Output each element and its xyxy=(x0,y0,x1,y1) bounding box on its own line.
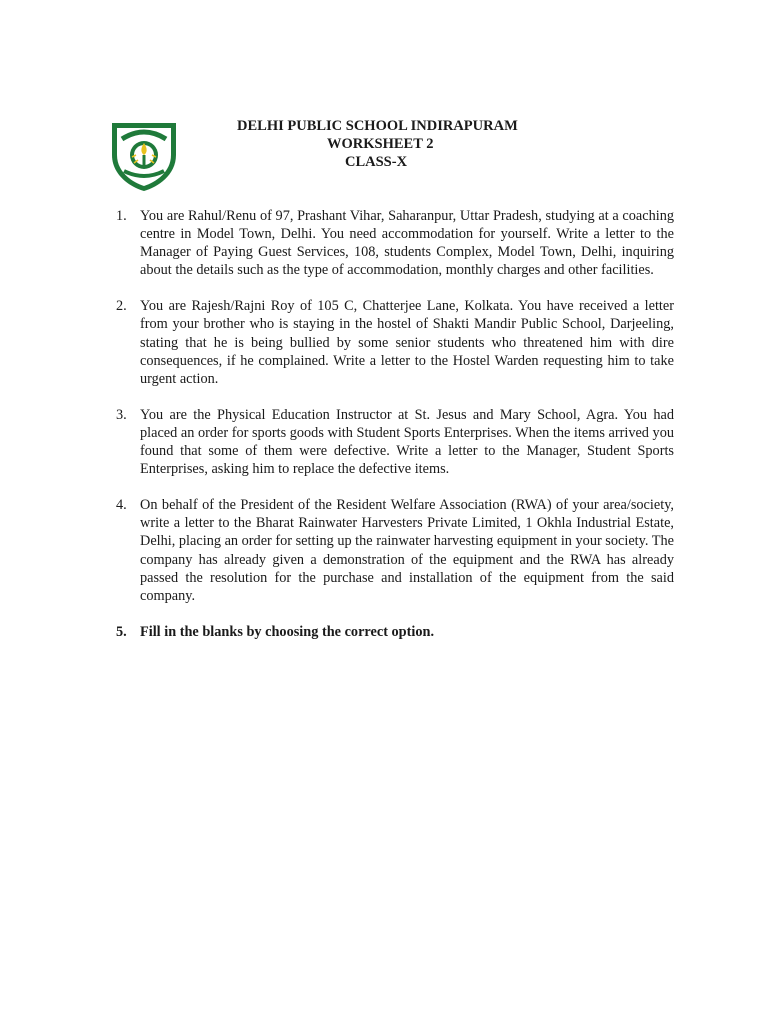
class-label: CLASS-X xyxy=(345,154,408,170)
question-text: You are Rahul/Renu of 97, Prashant Vihar, Saharanpur, Uttar Pradesh, studying at a coaching centre in Model Town, Delhi. You need accommodation for yourself. Write a letter to the Manager of Paying Guest Services, 108, students Complex, Model Town, Delhi, inquiring about the details such as the type of accommodation, monthly charges and other facilities. xyxy=(140,208,674,279)
question-number: 1. xyxy=(116,208,127,224)
school-name: DELHI PUBLIC SCHOOL INDIRAPURAM xyxy=(237,118,518,134)
question-item xyxy=(116,297,674,387)
question-number: 2. xyxy=(116,298,127,315)
question-number: 5. xyxy=(116,623,127,640)
question-item xyxy=(116,207,674,279)
question-number: 3. xyxy=(116,406,127,423)
question-text: You are the Physical Education Instructor at St. Jesus and Mary School, Agra. You had placed an order for sports goods with Student Sports Enterprises. When the items arrived you found that some of them were defective. Write a letter to the Manager, Student Sports Enterprises, asking him to replace the defective items. xyxy=(140,406,674,478)
school-crest-icon xyxy=(106,117,182,193)
question-item xyxy=(116,623,674,641)
question-list xyxy=(116,207,674,659)
question-text: On behalf of the President of the Resident Welfare Association (RWA) of your area/society, write a letter to the Bharat Rainwater Harvesters Private Limited, 1 Okhla Industrial Estate, Delhi, placing an order for setting up the rainwater harvesting equipment in your society. The company has already given a demonstration of the equipment and the RWA has already passed the resolution for the purchase and installation of the equipment from the said company. xyxy=(140,497,674,604)
question-text: Fill in the blanks by choosing the correct option. xyxy=(140,623,435,640)
worksheet-title: WORKSHEET 2 xyxy=(327,136,434,152)
question-number: 4. xyxy=(116,497,127,514)
question-text: You are Rajesh/Rajni Roy of 105 C, Chatterjee Lane, Kolkata. You have received a letter from your brother who is staying in the hostel of Shakti Mandir Public School, Darjeeling, stating that he is being bullied by some senior students who threatened him with dire consequences, if he complained. Write a letter to the Hostel Warden requesting him to take urgent action. xyxy=(140,298,674,387)
question-item xyxy=(116,496,674,605)
question-item xyxy=(116,406,674,478)
